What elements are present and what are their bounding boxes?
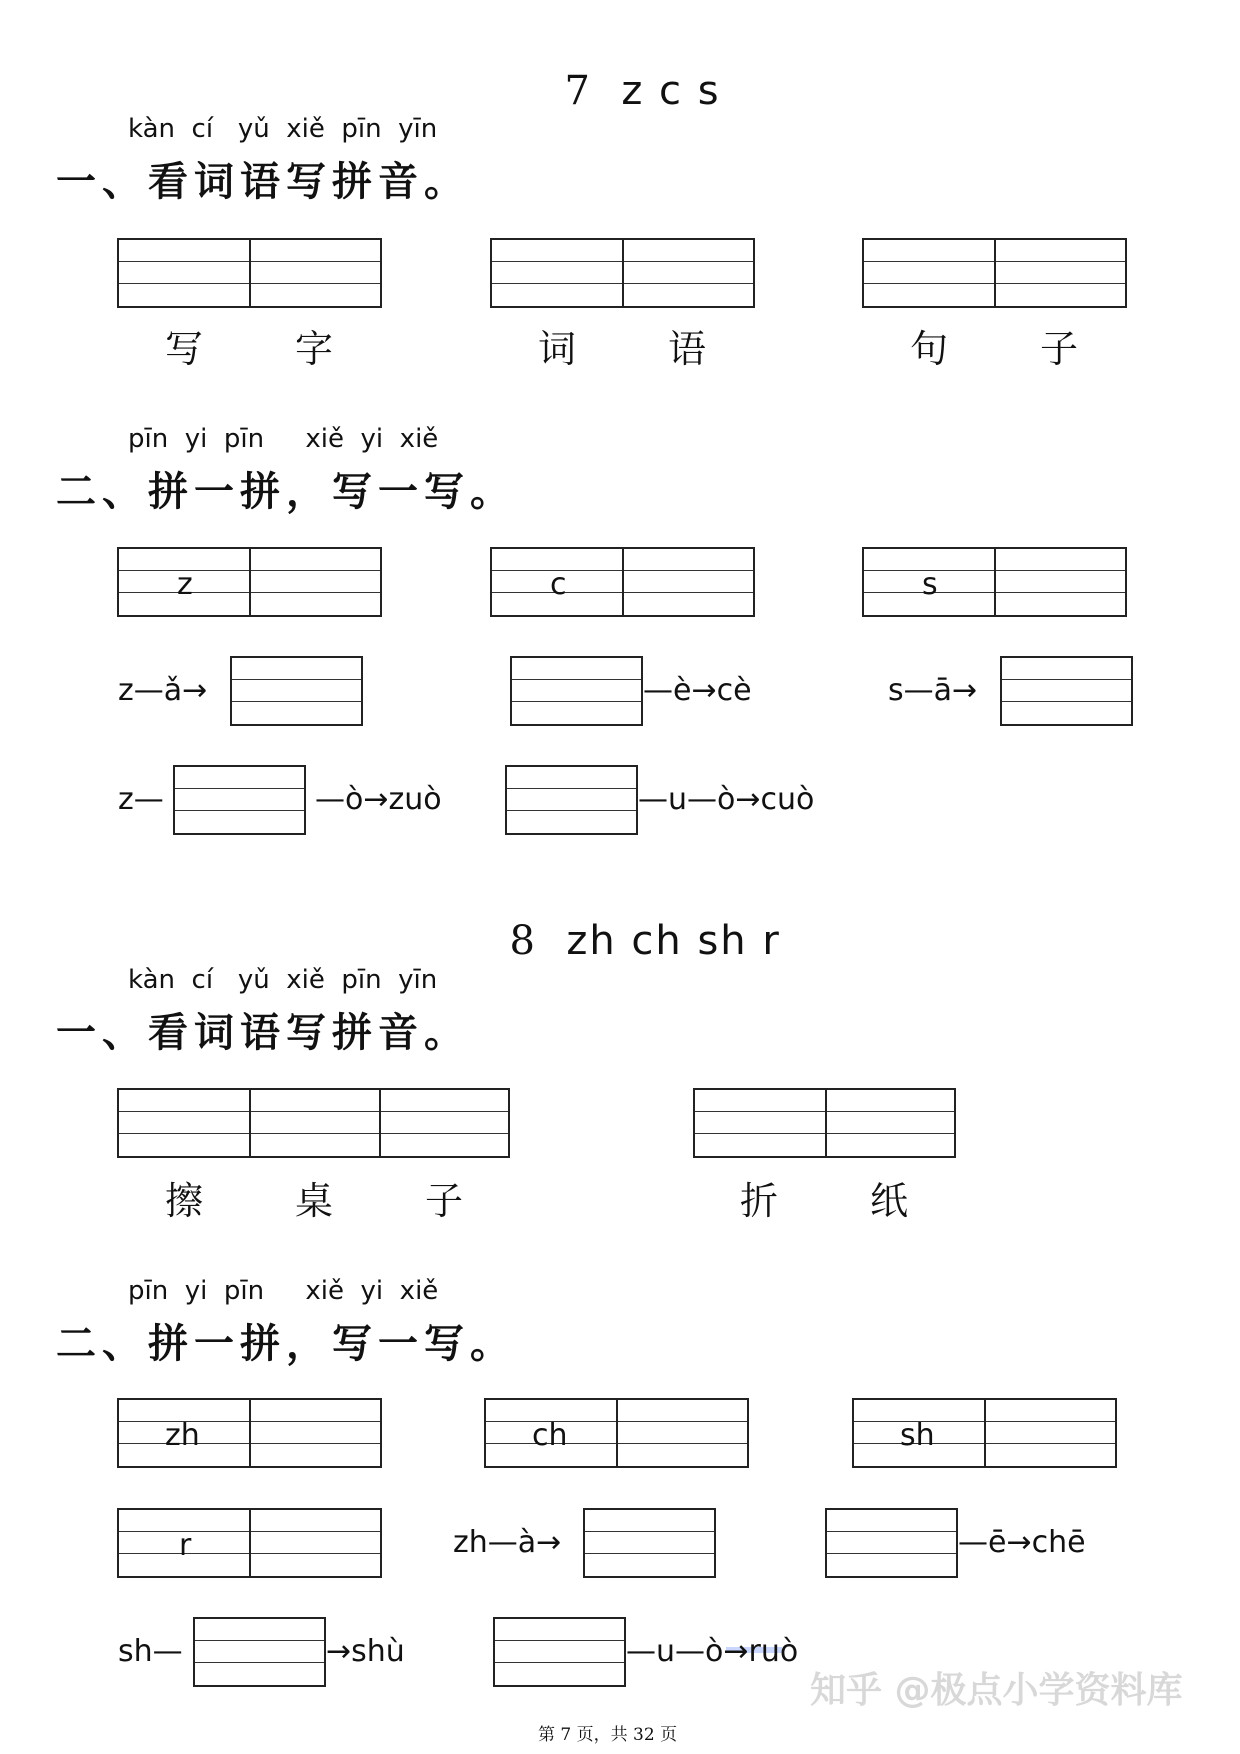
word-char: 折 (740, 1179, 779, 1223)
prefill-letter: ch (532, 1418, 568, 1453)
answer-box[interactable] (230, 656, 363, 726)
prefill-letter: r (179, 1528, 192, 1563)
pinyin-grid[interactable] (490, 547, 755, 617)
spelling-prompt: —u—ò→cuò (638, 782, 815, 817)
section-2-heading: 二、拼一拼，写一写。 (56, 1321, 516, 1367)
answer-box[interactable] (510, 656, 643, 726)
answer-box[interactable] (583, 1508, 716, 1578)
lesson-7-letters: z c s (621, 68, 721, 114)
pinyin-grid[interactable] (117, 1508, 382, 1578)
watermark: 知乎 @极点小学资料库 (810, 1670, 1183, 1711)
word-char: 擦 (165, 1179, 204, 1223)
prefill-letter: sh (900, 1418, 935, 1453)
lesson-8-title (480, 872, 781, 964)
answer-box[interactable] (493, 1617, 626, 1687)
word-char: 子 (1040, 327, 1079, 371)
prefill-letter: z (177, 567, 193, 602)
word-char: 子 (425, 1179, 464, 1223)
pinyin-grid[interactable] (117, 238, 382, 308)
word-char: 字 (295, 327, 334, 371)
spelling-prompt: —ò→zuò (315, 782, 442, 817)
lesson-8-letters: zh ch sh r (566, 918, 781, 964)
section-2-pinyin: pīn yi pīn xiě yi xiě (128, 424, 439, 454)
word-char: 语 (668, 327, 707, 371)
word-char: 写 (165, 327, 204, 371)
word-char: 纸 (870, 1179, 909, 1223)
lesson-7-title (535, 22, 721, 114)
spelling-prompt: —è→cè (643, 673, 752, 708)
pinyin-grid[interactable] (693, 1088, 956, 1158)
pinyin-grid[interactable] (862, 238, 1127, 308)
pinyin-grid[interactable] (490, 238, 755, 308)
pinyin-grid[interactable] (484, 1398, 749, 1468)
section-2-heading: 二、拼一拼，写一写。 (56, 469, 516, 515)
answer-box[interactable] (505, 765, 638, 835)
prefill-letter: c (550, 567, 567, 602)
answer-box[interactable] (825, 1508, 958, 1578)
prefill-letter: s (922, 567, 938, 602)
section-1-pinyin: kàn cí yǔ xiě pīn yīn (128, 965, 438, 995)
answer-box[interactable] (173, 765, 306, 835)
section-2-pinyin: pīn yi pīn xiě yi xiě (128, 1276, 439, 1306)
lesson-8-number: 8 (509, 918, 537, 964)
lesson-7-number: 7 (564, 68, 592, 114)
spelling-prompt: →shù (326, 1634, 405, 1669)
answer-box[interactable] (1000, 656, 1133, 726)
pinyin-grid[interactable] (117, 547, 382, 617)
section-1-heading: 一、看词语写拼音。 (56, 159, 470, 205)
spelling-prompt: —ē→chē (958, 1525, 1086, 1560)
word-char: 桌 (295, 1179, 334, 1223)
section-1-heading: 一、看词语写拼音。 (56, 1010, 470, 1056)
pinyin-grid[interactable] (117, 1088, 510, 1158)
pinyin-grid[interactable] (117, 1398, 382, 1468)
spelling-prompt: —u—ò→ruò (626, 1634, 799, 1669)
spelling-prompt: sh— (118, 1634, 183, 1669)
pinyin-grid[interactable] (852, 1398, 1117, 1468)
word-char: 词 (538, 327, 577, 371)
pinyin-grid[interactable] (862, 547, 1127, 617)
spelling-prompt: zh—à→ (453, 1525, 562, 1560)
section-1-pinyin: kàn cí yǔ xiě pīn yīn (128, 114, 438, 144)
spelling-prompt: z—ǎ→ (118, 673, 208, 708)
page-footer: 第 7 页，共 32 页 (538, 1725, 678, 1745)
prefill-letter: zh (165, 1418, 200, 1453)
spelling-prompt: s—ā→ (888, 673, 978, 708)
answer-box[interactable] (193, 1617, 326, 1687)
spelling-prompt: z— (118, 782, 164, 817)
word-char: 句 (910, 327, 949, 371)
